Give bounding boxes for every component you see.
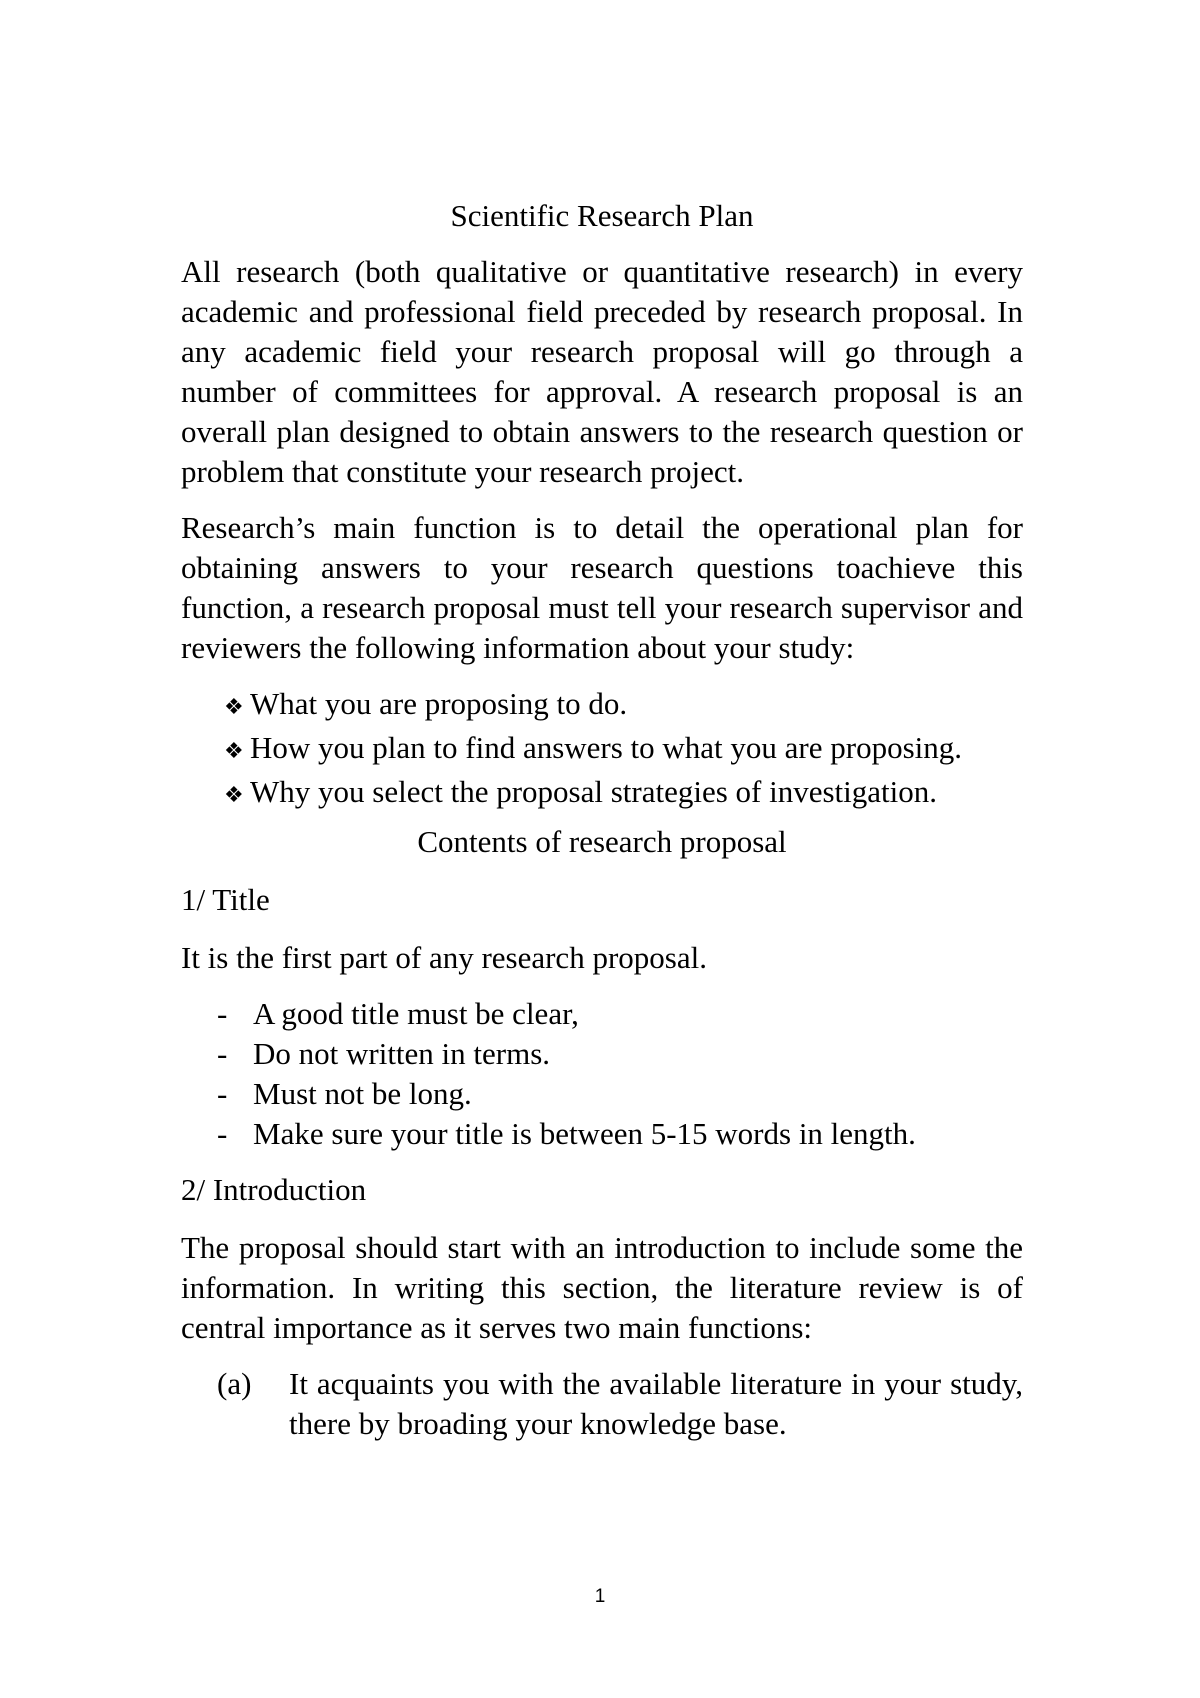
list-item [224, 772, 1023, 816]
list-item [224, 728, 1023, 772]
page-number: 1 [594, 1586, 606, 1607]
diamond-bullet-icon: ❖ [224, 783, 244, 808]
diamond-bullet-icon: ❖ [224, 695, 244, 720]
section-title-label: 1/ Title [181, 882, 270, 917]
dash-bullet: - [217, 996, 228, 1031]
list-item-text: Why you select the proposal strategies of investigation. [250, 774, 937, 809]
list-item [217, 1074, 1023, 1114]
list-item [224, 684, 1023, 728]
intro-paragraph-2: Research’s main function is to detail the operational plan for obtaining answers to your research questions toachieve this function, a research proposal must tell your research supervisor and reviewers the following information about your study: [181, 510, 1023, 665]
list-item [217, 1114, 1023, 1154]
enum-text: It acquaints you with the available literature in your study, there by broading your knowledge base. [289, 1366, 1023, 1441]
title-criteria-list [181, 994, 1023, 1154]
dash-bullet: - [217, 1076, 228, 1111]
list-item-text: Make sure your title is between 5-15 words in length. [253, 1116, 916, 1151]
section-title-text: It is the first part of any research proposal. [181, 940, 707, 975]
function-item-a [181, 1364, 1023, 1444]
enum-marker: (a) [217, 1366, 252, 1401]
dash-bullet: - [217, 1116, 228, 1151]
list-item-text: What you are proposing to do. [250, 686, 628, 721]
info-list [181, 684, 1023, 816]
list-item-text: Must not be long. [253, 1076, 472, 1111]
list-item-text: A good title must be clear, [253, 996, 579, 1031]
list-item [217, 1034, 1023, 1074]
dash-bullet: - [217, 1036, 228, 1071]
intro-paragraph-1: All research (both qualitative or quantitative research) in every academic and professional field preceded by research proposal. In any academic field your research proposal will go through a number of committees for approval. A research proposal is an overall plan designed to obtain answers to the research question or problem that constitute your research project. [181, 254, 1023, 489]
diamond-bullet-icon: ❖ [224, 739, 244, 764]
list-item-text: Do not written in terms. [253, 1036, 551, 1071]
section-introduction-label: 2/ Introduction [181, 1172, 367, 1207]
section-introduction-text: The proposal should start with an introduction to include some the information. In writing this section, the literature review is of central importance as it serves two main functions: [181, 1230, 1023, 1345]
document-title: Scientific Research Plan [450, 198, 754, 233]
list-item-text: How you plan to find answers to what you are proposing. [250, 730, 963, 765]
contents-heading: Contents of research proposal [417, 824, 787, 859]
document-page [181, 196, 1023, 1444]
list-item [217, 994, 1023, 1034]
